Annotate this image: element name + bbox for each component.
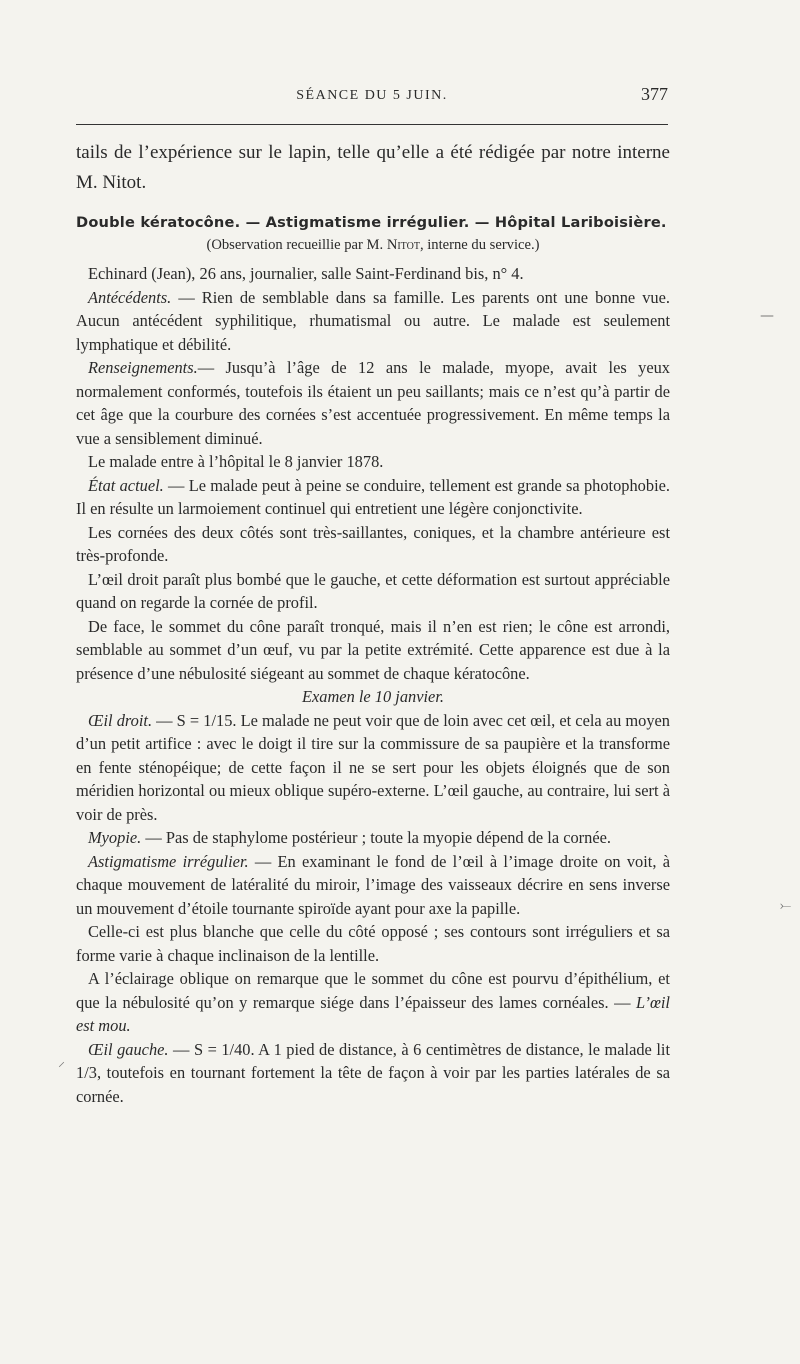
lead-paragraph: tails de l’expérience sur le lapin, telle qu’elle a été rédigée par notre interne M. Nitot. — [76, 142, 670, 193]
running-title: SÉANCE DU 5 JUIN. — [296, 88, 448, 103]
running-head — [76, 84, 668, 108]
observation-note-after: , interne du service.) — [419, 237, 540, 253]
eclairage-end: L’œil est mou. — [76, 992, 670, 1035]
examen-heading: Examen le 10 janvier. — [301, 687, 444, 706]
de-face-paragraph: De face, le sommet du cône paraît tronqué, mais il n’en est rien; le cône est arrondi, semblable au sommet d’un œuf, vu par la petite extrémité. Cette apparence est due à la présence d’une nébulosité siégeant au sommet de chaque kératocône. — [76, 616, 670, 683]
etat-label: État actuel. — [88, 475, 164, 495]
margin-dash-mark: — — [760, 308, 774, 324]
antecedents-text: — Rien de semblable dans sa famille. Les parents ont une bonne vue. Aucun antécédent syphilitique, rhumatismal ou autre. Le malade est seulement lymphatique et débilité. — [76, 287, 670, 354]
etat-paragraph — [76, 474, 670, 521]
renseignements-text: — Jusqu’à l’âge de 12 ans le malade, myope, avait les yeux normalement conformés, toutefois ils étaient un peu saillants; mais ce n’est qu’à partir de cet âge que la courbure des cornées s’est accentuée progressivement. En même temps la vue a sensiblement diminué. — [76, 358, 670, 448]
margin-pencil-mark: ⸝ — [58, 1054, 65, 1070]
astigmatisme-paragraph — [76, 850, 670, 921]
section-heading: Double kératocône. — Astigmatisme irrégulier. — Hôpital Lariboisière. — [76, 214, 667, 231]
astigmatisme-label: Astigmatisme irrégulier. — [88, 851, 249, 871]
oeil-droit-label: Œil droit. — [88, 710, 153, 730]
oeil-droit-text: — S = 1/15. Le malade ne peut voir que de loin avec cet œil, et cela au moyen d’un petit artifice : avec le doigt il tire sur la commissure de sa paupière et la transforme en fente sténopéique; de cette façon il ne se sert pour les objets éloignés que de son méridien horizontal ou mieux oblique supéro-externe. L’œil gauche, au contraire, lui sert à voir de près. — [76, 710, 670, 824]
renseignements-label: Renseignements. — [88, 358, 198, 377]
margin-arrow-mark: ⤚ — [780, 898, 792, 914]
eclairage-text: A l’éclairage oblique on remarque que le sommet du cône est pourvu d’épithélium, et que la nébulosité qu’on y remarque siége dans l’épaisseur des lames cornéales. — — [76, 969, 670, 1012]
astigmatisme-text: — En examinant le fond de l’œil à l’image droite on voit, à chaque mouvement de latéralité du miroir, l’image des vaisseaux décrire en sens inverse un mouvement d’étoile tournante spiroïde ayant pour axe la papille. — [76, 851, 670, 918]
myopie-paragraph — [76, 826, 670, 850]
oeil-gauche-label: Œil gauche. — [88, 1039, 169, 1059]
observation-note-name: Nitot — [386, 237, 420, 253]
oeil-gauche-paragraph — [76, 1038, 670, 1109]
observation-note-before: (Observation recueillie par M. — [206, 237, 387, 253]
oeil-gauche-text: — S = 1/40. A 1 pied de distance, à 6 centimètres de distance, le malade lit 1/3, toutefois en tournant fortement la tête de façon à voir par les parties latérales de sa cornée. — [76, 1039, 670, 1106]
body-text — [76, 138, 670, 1108]
patient-paragraph: Echinard (Jean), 26 ans, journalier, salle Saint-Ferdinand bis, n° 4. — [88, 264, 524, 283]
observation-note — [76, 234, 670, 256]
header-rule — [76, 124, 668, 125]
cornees-paragraph: Les cornées des deux côtés sont très-saillantes, coniques, et la chambre antérieure est très-profonde. — [76, 522, 670, 565]
admission-paragraph: Le malade entre à l’hôpital le 8 janvier 1878. — [88, 452, 384, 471]
antecedents-label: Antécédents. — [88, 287, 172, 307]
myopie-label: Myopie. — [88, 828, 142, 847]
celle-ci-paragraph: Celle-ci est plus blanche que celle du côté opposé ; ses contours sont irréguliers et sa forme varie à chaque inclinaison de la lentille. — [76, 922, 670, 965]
renseignements-paragraph — [76, 356, 670, 450]
eclairage-paragraph — [76, 967, 670, 1038]
etat-text: — Le malade peut à peine se conduire, tellement est grande sa photophobie. Il en résulte un larmoiement continuel qui entretient une légère conjonctivite. — [76, 475, 670, 518]
antecedents-paragraph — [76, 286, 670, 357]
page-number: 377 — [641, 84, 668, 104]
oeil-droit-paragraph — [76, 709, 670, 827]
myopie-text: — Pas de staphylome postérieur ; toute la myopie dépend de la cornée. — [141, 828, 611, 847]
oeil-droit-bombe-paragraph: L’œil droit paraît plus bombé que le gauche, et cette déformation est surtout appréciable quand on regarde la cornée de profil. — [76, 569, 670, 612]
